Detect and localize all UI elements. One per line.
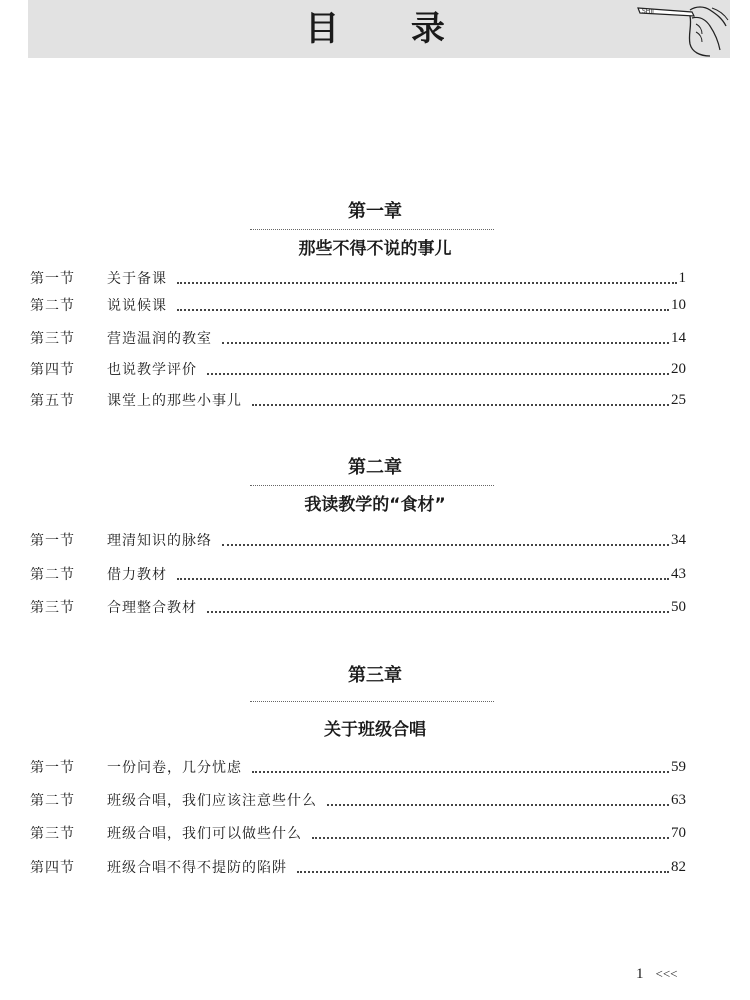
toc-section-title: 合理整合教材 [107, 600, 197, 616]
toc-page-number: 1 [678, 269, 686, 286]
toc-section-title: 借力教材 [107, 567, 167, 583]
chapter-3-rule [250, 701, 494, 702]
toc-section-number: 第三节 [30, 331, 75, 347]
toc-leader-dots [252, 396, 669, 406]
toc-page-number: 82 [671, 858, 686, 875]
chapter-2-title: 我读教学的“食材” [304, 495, 446, 515]
toc-entry[interactable] [30, 267, 686, 289]
toc-entry[interactable] [30, 389, 686, 411]
toc-leader-dots [177, 570, 669, 580]
toc-leader-dots [177, 301, 669, 311]
footer-arrows: <<< [655, 966, 678, 981]
toc-entry[interactable] [30, 822, 686, 844]
toc-leader-dots [222, 334, 669, 344]
toc-leader-dots [207, 365, 669, 375]
svg-text:SHII: SHII [642, 8, 654, 15]
toc-entry[interactable] [30, 856, 686, 878]
toc-page-number: 63 [671, 791, 686, 808]
toc-entry[interactable] [30, 358, 686, 380]
toc-leader-dots [177, 274, 677, 284]
toc-leader-dots [297, 863, 669, 873]
toc-section-number: 第四节 [30, 362, 75, 378]
page-title: 目 录 [305, 9, 475, 49]
toc-page-number: 20 [671, 360, 686, 377]
toc-page-number: 34 [671, 531, 686, 548]
chapter-1-number: 第一章 [348, 201, 402, 222]
toc-leader-dots [252, 763, 669, 773]
toc-section-title: 班级合唱，我们可以做些什么 [107, 826, 302, 842]
toc-section-title: 理清知识的脉络 [107, 533, 212, 549]
toc-entry[interactable] [30, 563, 686, 585]
toc-section-number: 第三节 [30, 826, 75, 842]
toc-section-title: 班级合唱，我们应该注意些什么 [107, 793, 317, 809]
toc-section-number: 第一节 [30, 533, 75, 549]
chapter-1-rule [250, 229, 494, 230]
hand-writing-illustration [630, 0, 730, 58]
toc-section-title: 一份问卷，几分忧虑 [107, 760, 242, 776]
chapter-3-title: 关于班级合唱 [324, 720, 426, 740]
toc-page-number: 70 [671, 824, 686, 841]
chapter-1-title: 那些不得不说的事儿 [298, 239, 452, 259]
toc-section-title: 营造温润的教室 [107, 331, 212, 347]
toc-section-title: 也说教学评价 [107, 362, 197, 378]
toc-entry[interactable] [30, 529, 686, 551]
footer-page-number: 1 [636, 966, 644, 982]
toc-leader-dots [327, 796, 669, 806]
toc-leader-dots [312, 829, 669, 839]
page-footer [636, 966, 678, 983]
toc-entry[interactable] [30, 596, 686, 618]
toc-entry[interactable] [30, 789, 686, 811]
toc-section-title: 班级合唱不得不提防的陷阱 [107, 860, 287, 876]
chapter-2-number: 第二章 [348, 457, 402, 478]
toc-section-title: 关于备课 [107, 271, 167, 287]
toc-entry[interactable] [30, 756, 686, 778]
toc-page-number: 25 [671, 391, 686, 408]
toc-entry[interactable] [30, 294, 686, 316]
toc-page-number: 10 [671, 296, 686, 313]
toc-section-number: 第二节 [30, 567, 75, 583]
toc-page-number: 14 [671, 329, 686, 346]
toc-leader-dots [222, 536, 669, 546]
toc-section-number: 第三节 [30, 600, 75, 616]
toc-section-title: 课堂上的那些小事儿 [107, 393, 242, 409]
toc-page-number: 50 [671, 598, 686, 615]
chapter-2-rule [250, 485, 494, 486]
toc-section-number: 第二节 [30, 298, 75, 314]
toc-leader-dots [207, 603, 669, 613]
chapter-3-number: 第三章 [348, 665, 402, 686]
toc-section-title: 说说候课 [107, 298, 167, 314]
toc-section-number: 第二节 [30, 793, 75, 809]
toc-section-number: 第五节 [30, 393, 75, 409]
toc-page-number: 59 [671, 758, 686, 775]
toc-section-number: 第四节 [30, 860, 75, 876]
toc-entry[interactable] [30, 327, 686, 349]
toc-page-number: 43 [671, 565, 686, 582]
toc-section-number: 第一节 [30, 760, 75, 776]
toc-section-number: 第一节 [30, 271, 75, 287]
